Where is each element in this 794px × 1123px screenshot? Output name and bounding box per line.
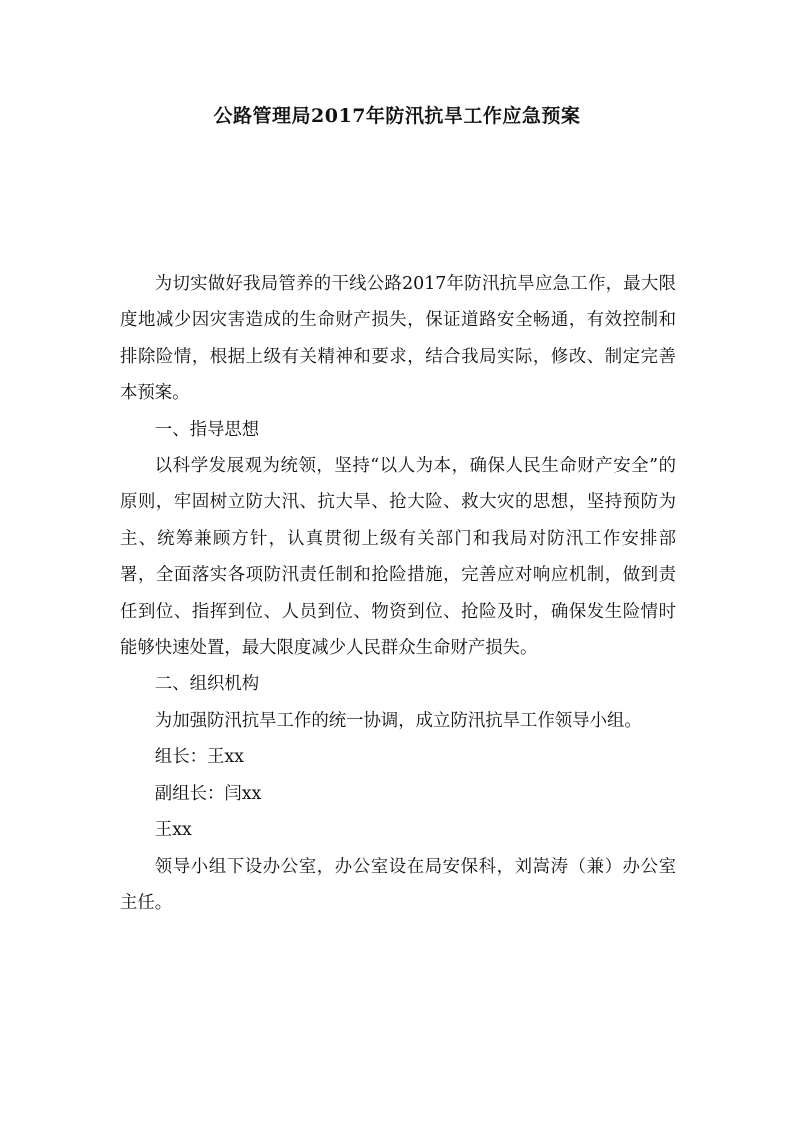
- intro-paragraph: 为切实做好我局管养的干线公路2017年防汛抗旱应急工作，最大限度地减少因灾害造成的生命财产损失，保证道路安全畅通，有效控制和排除险情，根据上级有关精神和要求，结合我局实际，修改、制定完善本预案。: [120, 274, 676, 404]
- deputy-leader-second-line: 王xx: [154, 820, 192, 841]
- office-paragraph: 领导小组下设办公室，办公室设在局安保科，刘嵩涛（兼）办公室主任。: [120, 856, 676, 913]
- section-heading-guiding-thought: 一、指导思想: [154, 419, 260, 440]
- section-heading-organization: 二、组织机构: [154, 674, 260, 695]
- guiding-thought-paragraph: 以科学发展观为统领，坚持“以人为本，确保人民生命财产安全”的原则，牢固树立防大汛、抗大旱、抢大险、救大灾的思想，坚持预防为主、统筹兼顾方针，认真贯彻上级有关部门和我局对防汛工作安排部署，全面落实各项防汛责任制和抢险措施，完善应对响应机制，做到责任到位、指挥到位、人员到位、物资到位、抢险及时，确保发生险情时能够快速处置，最大限度减少人民群众生命财产损失。: [120, 456, 676, 659]
- document-body: [120, 266, 676, 921]
- organization-paragraph: 为加强防汛抗旱工作的统一协调，成立防汛抗旱工作领导小组。: [154, 710, 642, 731]
- document-title: 公路管理局2017年防汛抗旱工作应急预案: [213, 105, 581, 127]
- team-leader-line: 组长：王xx: [154, 747, 244, 768]
- deputy-leader-line: 副组长：闫xx: [154, 783, 262, 804]
